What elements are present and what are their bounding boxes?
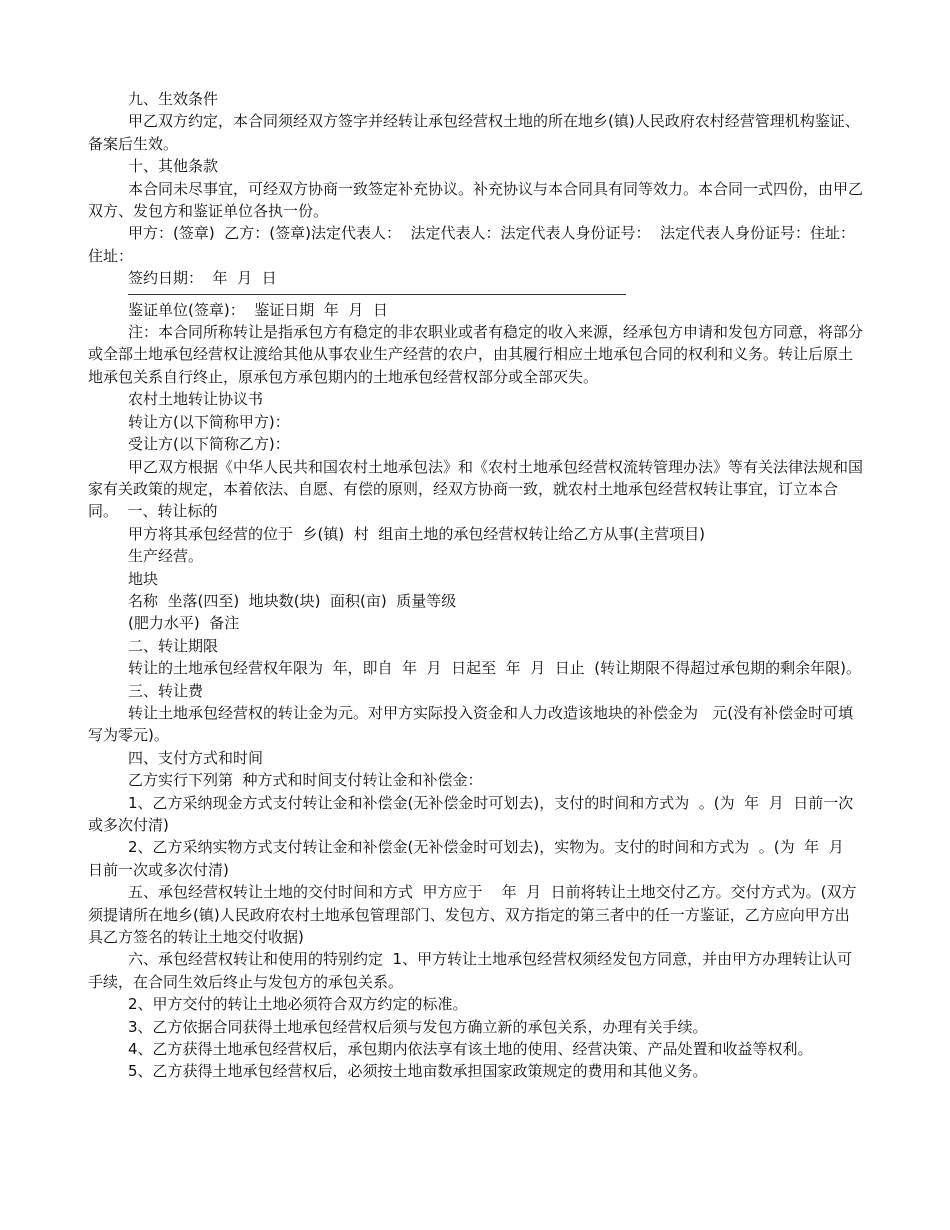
document-title: 农村土地转让协议书: [128, 390, 264, 409]
horizontal-divider: [128, 294, 626, 295]
plot-table-columns: 名称 坐落(四至) 地块数(块) 面积(亩) 质量等级: [128, 591, 457, 610]
list-item: 2、甲方交付的转让土地必须符合双方约定的标准。: [128, 995, 468, 1014]
paragraph: 乙方实行下列第 种方式和时间支付转让金和补偿金：: [128, 771, 483, 790]
transferee-line: 受让方(以下简称乙方)：: [128, 435, 290, 454]
list-item: 5、乙方获得土地承包经营权后，必须按土地亩数承担国家政策规定的费用和其他义务。: [128, 1062, 708, 1081]
document-body: [88, 88, 863, 1083]
paragraph: 转让土地承包经营权的转让金为元。对甲方实际投入资金和人力改造该地块的补偿金为 元(没有补偿金时可填写为零元)。: [88, 703, 854, 745]
section-heading-effective-conditions: 九、生效条件: [128, 90, 219, 108]
signing-date: 签约日期： 年 月 日: [128, 269, 277, 288]
paragraph: 甲方将其承包经营的位于 乡(镇) 村 组亩土地的承包经营权转让给乙方从事(主营项目): [128, 524, 706, 543]
section-heading-other-terms: 十、其他条款: [128, 157, 219, 176]
list-item: 2、乙方采纳实物方式支付转让金和补偿金(无补偿金时可划去)，实物为。支付的时间和方式为 。(为 年 月 日前一次或多次付清): [88, 838, 854, 879]
paragraph: 甲乙双方根据《中华人民共和国农村土地承包法》和《农村土地承包经营权流转管理办法》等有关法律法规和国家有关政策的规定，本着依法、自愿、有偿的原则，经双方协商一致，就农村土地承包经营权转让事宜，订立本合同。 一、转让标的: [88, 457, 864, 521]
section-heading-payment: 四、支付方式和时间: [128, 748, 264, 767]
list-item: 4、乙方获得土地承包经营权后，承包期内依法享有该土地的使用、经营决策、产品处置和收益等权利。: [128, 1040, 813, 1059]
list-item: 1、乙方采纳现金方式支付转让金和补偿金(无补偿金时可划去)，支付的时间和方式为 。(为 年 月 日前一次或多次付清): [88, 793, 854, 834]
section-paragraph-delivery: 五、承包经营权转让土地的交付时间和方式 甲方应于 年 月 日前将转让土地交付乙方。交付方式为。(双方须提请所在地乡(镇)人民政府农村土地承包管理部门、发包方、双方指定的第三者中的任一方鉴证，乙方应向甲方出具乙方签名的转让土地交付收据): [88, 883, 857, 947]
section-paragraph-special-terms: 六、承包经营权转让和使用的特别约定 1、甲方转让土地承包经营权须经发包方同意，并由甲方办理转让认可手续，在合同生效后终止与发包方的承包关系。: [88, 950, 853, 991]
list-item: 3、乙方依据合同获得土地承包经营权后须与发包方确立新的承包关系，办理有关手续。: [128, 1017, 708, 1036]
paragraph: 本合同未尽事宜，可经双方协商一致签定补充协议。补充协议与本合同具有同等效力。本合同一式四份，由甲乙双方、发包方和鉴证单位各执一份。: [88, 179, 864, 221]
paragraph: 生产经营。: [128, 547, 204, 566]
attestation-line: 鉴证单位(签章)： 鉴证日期 年 月 日: [128, 300, 388, 319]
section-heading-transfer-term: 二、转让期限: [128, 636, 219, 655]
signature-block: 甲方：(签章) 乙方：(签章)法定代表人： 法定代表人：法定代表人身份证号： 法定代表人身份证号：住址： 住址：: [88, 224, 865, 265]
paragraph: 转让的土地承包经营权年限为 年，即自 年 月 日起至 年 月 日止 (转让期限不得超过承包期的剩余年限)。: [128, 659, 861, 678]
note-paragraph: 注：本合同所称转让是指承包方有稳定的非农职业或者有稳定的收入来源，经承包方申请和发包方同意，将部分或全部土地承包经营权让渡给其他从事农业生产经营的农户，由其履行相应土地承包合同的权利和义务。转让后原土地承包关系自行终止，原承包方承包期内的土地承包经营权部分或全部灭失。: [88, 323, 864, 386]
section-heading-transfer-fee: 三、转让费: [128, 681, 204, 700]
plot-table-heading: 地块: [128, 569, 159, 588]
transferor-line: 转让方(以下简称甲方)：: [128, 412, 290, 431]
paragraph: 甲乙双方约定，本合同须经双方签字并经转让承包经营权土地的所在地乡(镇)人民政府农村经营管理机构鉴证、备案后生效。: [88, 112, 860, 153]
plot-table-columns-cont: (肥力水平) 备注: [128, 614, 240, 633]
